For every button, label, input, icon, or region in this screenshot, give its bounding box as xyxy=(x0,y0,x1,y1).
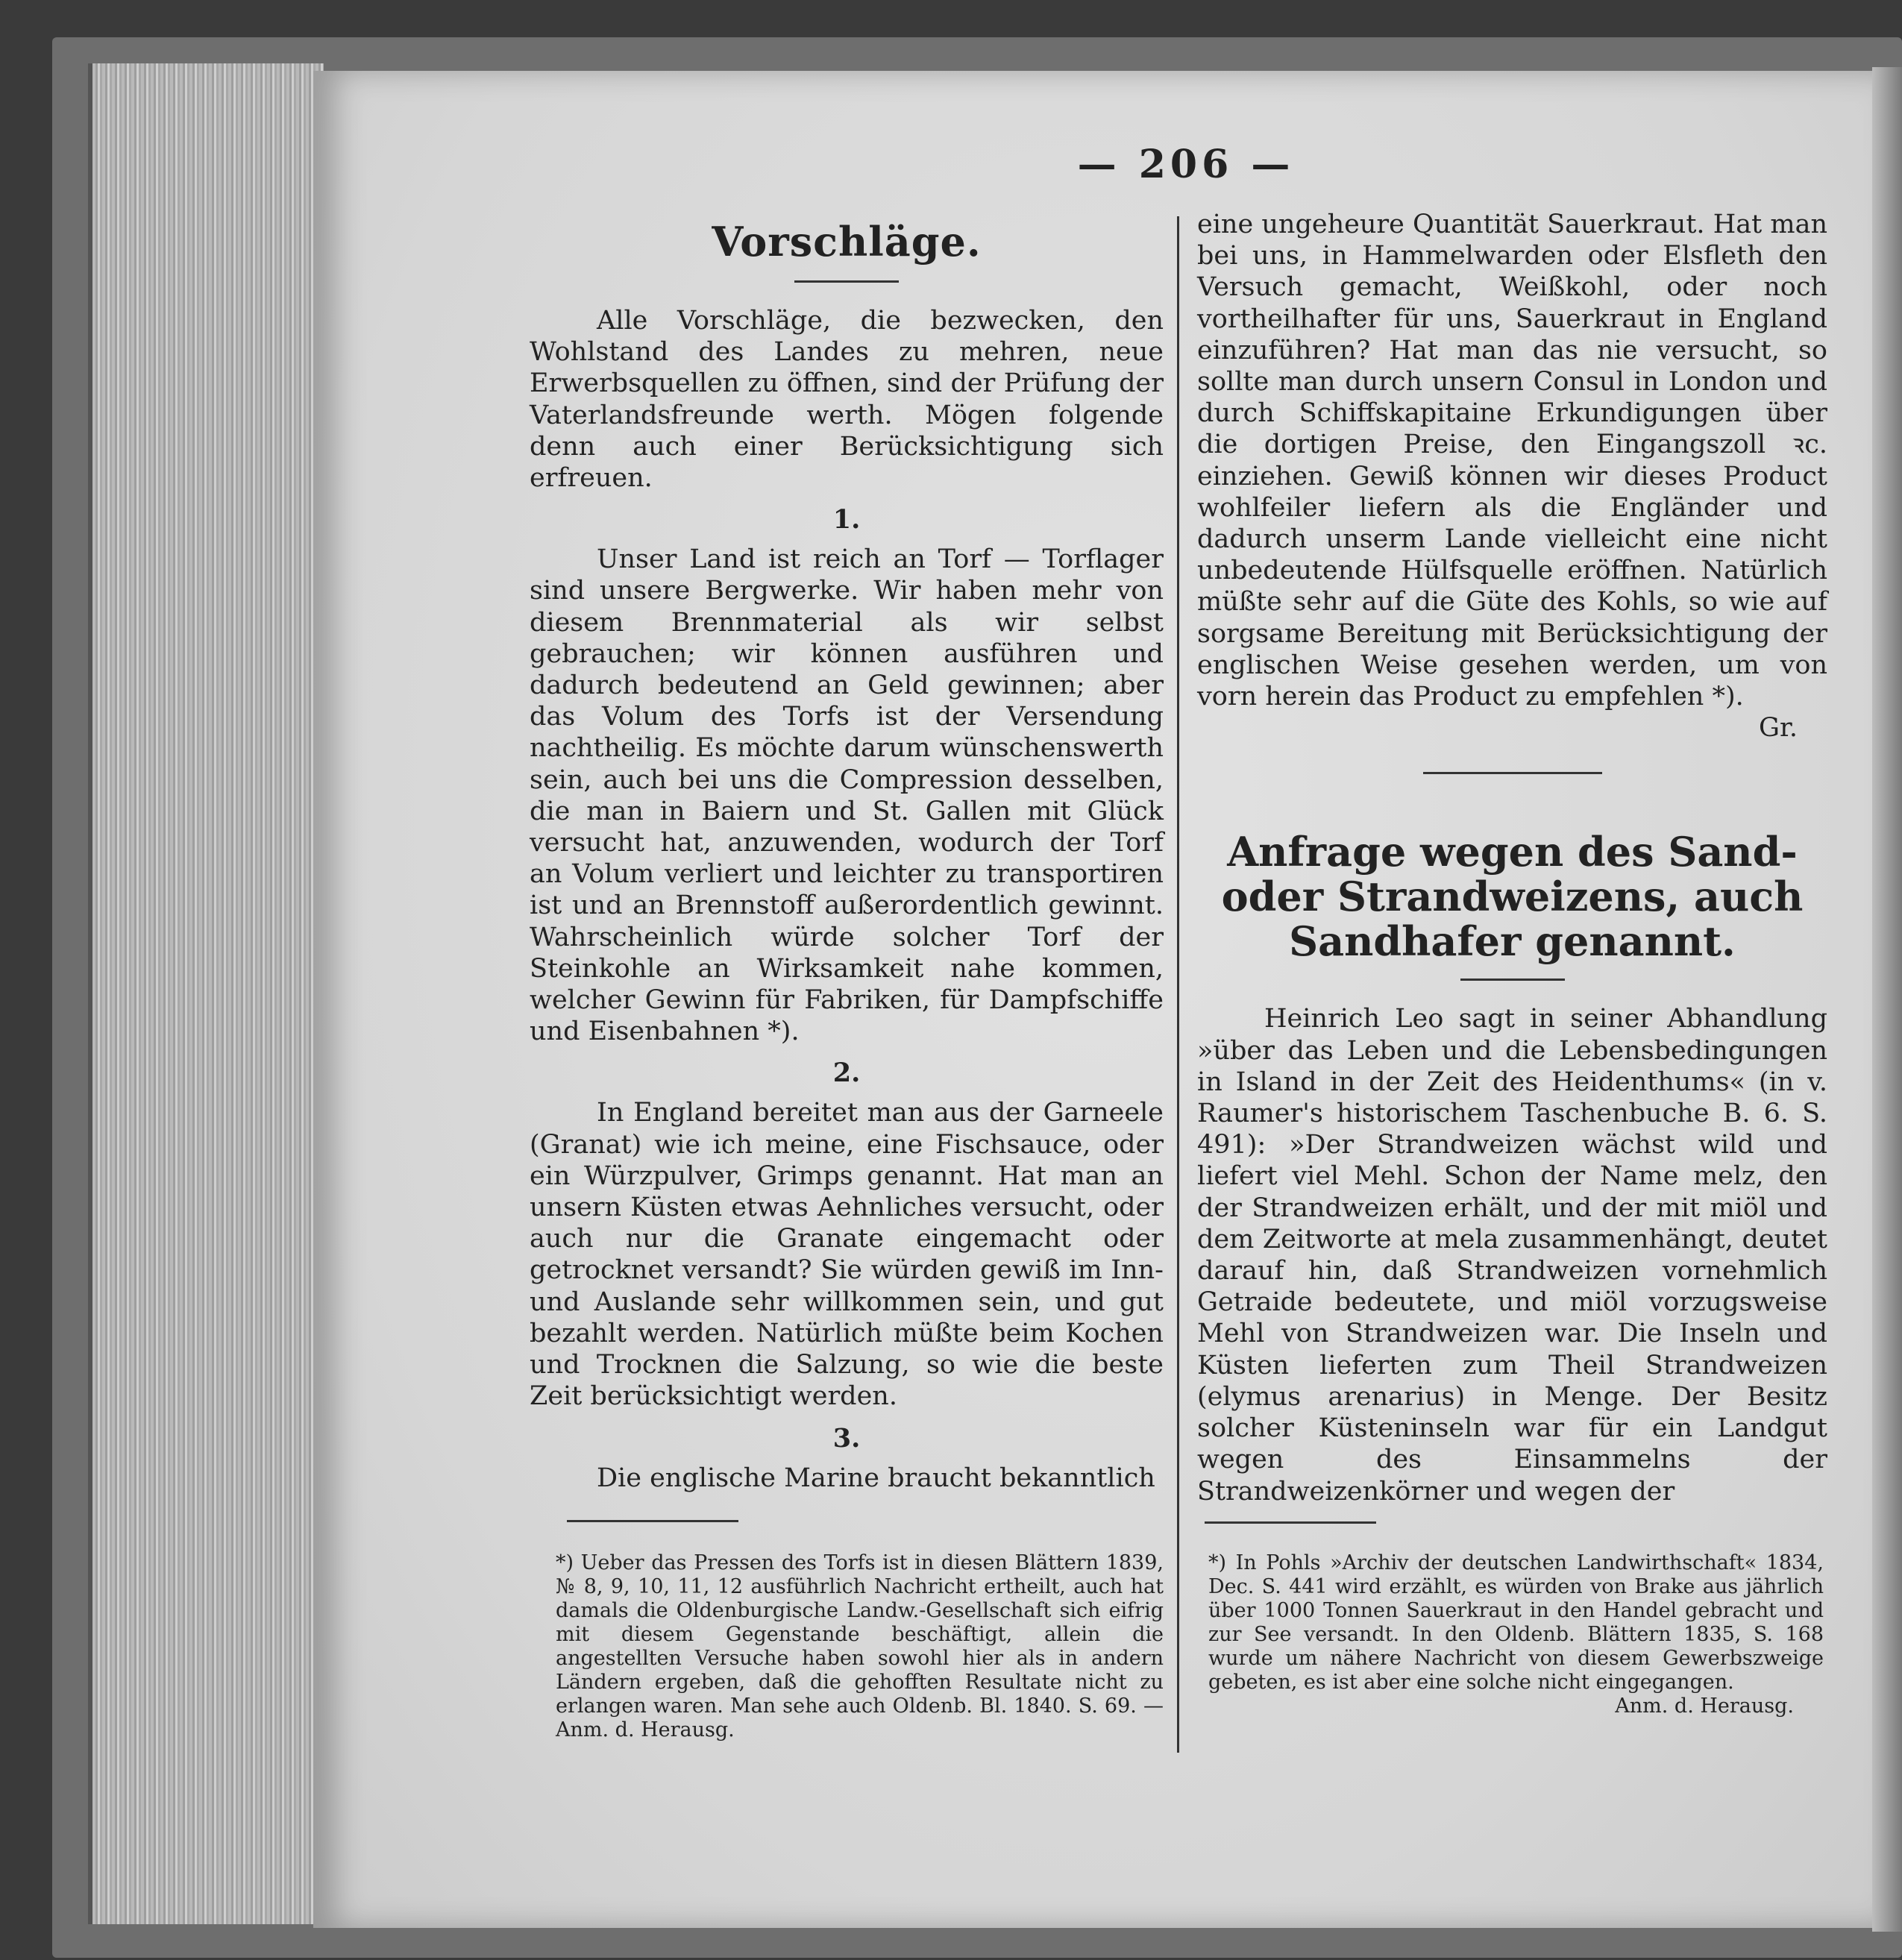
footnote-signature: Anm. d. Herausg. xyxy=(1615,1694,1794,1718)
column-divider xyxy=(1177,216,1179,1753)
intro-paragraph: Alle Vorschläge, die bezwecken, den Wohlstand des Landes zu mehren, neue Erwerbsquellen zu öffnen, sind der Prüfung der Vaterlandsfreunde werth. Mögen folgende denn auch einer Berücksichtigung sich erfreuen. xyxy=(530,306,1164,494)
left-column xyxy=(530,209,1164,1494)
continuation-paragraph: eine ungeheure Quantität Sauerkraut. Hat man bei uns, in Hammelwarden oder Elsfleth den Versuch gemacht, Weißkohl, oder noch vortheilhafter für uns, Sauerkraut in England einzuführen? Hat man das nie versucht, so sollte man durch unsern Consul in London und durch Schiffskapitaine Erkundigungen über die dortigen Preise, den Eingangszoll ꝛc. einziehen. Gewiß können wir dieses Product wohlfeiler liefern als die Engländer und dadurch unserm Lande vielleicht eine nicht unbedeutende Hülfsquelle eröffnen. Natürlich müßte sehr auf die Güte des Kohls, so wie auf sorgsame Bereitung mit Berücksichtigung der englischen Weise gesehen werden, um von vorn herein das Product zu empfehlen *). xyxy=(1197,210,1827,712)
footnote-right: *) In Pohls »Archiv der deutschen Landwirthschaft« 1834, Dec. S. 441 wird erzählt, es würden von Brake aus jährlich über 1000 Tonnen Sauerkraut in den Handel gebracht und zur See versandt. In den Oldenb. Blättern 1835, S. 168 wurde um nähere Nachricht von diesem Gewerbszweige gebeten, es ist aber eine solche nicht eingegangen. xyxy=(1208,1551,1824,1694)
book-spine xyxy=(1872,67,1902,1932)
heading-rule xyxy=(794,280,899,283)
section-number-3: 3. xyxy=(832,1422,861,1454)
right-heading: Anfrage wegen des Sand- oder Strandweizens, auch Sandhafer genannt. xyxy=(1221,828,1804,966)
footnote-rule-right xyxy=(1205,1521,1376,1524)
page-number: — 206 — xyxy=(1077,142,1295,187)
section-3-paragraph: Die englische Marine braucht bekanntlich xyxy=(597,1463,1155,1493)
section-1-paragraph: Unser Land ist reich an Torf — Torflager sind unsere Bergwerke. Wir haben mehr von diesem Brennmaterial als wir selbst gebrauchen; wir können ausführen und dadurch bedeutend an Geld gewinnen; aber das Volum des Torfs ist der Versendung nachtheilig. Es möchte darum wünschenswerth sein, auch bei uns die Compression desselben, die man in Baiern und St. Gallen mit Glück versucht hat, anzuwenden, wodurch der Torf an Volum verliert und leichter zu transportiren ist und an Brennstoff außerordentlich gewinnt. Wahrscheinlich würde solcher Torf der Steinkohle an Wirksamkeit nahe kommen, welcher Gewinn für Fabriken, für Dampfschiffe und Eisenbahnen *). xyxy=(530,544,1164,1047)
heading-rule-right xyxy=(1460,979,1565,981)
author-signature: Gr. xyxy=(1759,713,1798,744)
footnote-left: *) Ueber das Pressen des Torfs ist in diesen Blättern 1839, № 8, 9, 10, 11, 12 ausführlich Nachricht ertheilt, auch hat damals die Oldenburgische Landw.-Gesellschaft sich eifrig mit diesem Gegenstande beschäftigt, allein die angestellten Versuche haben sowohl hier als in andern Ländern ergeben, daß die gehofften Resultate nicht zu erlangen waren. Man sehe auch Oldenb. Bl. 1840. S. 69. — Anm. d. Herausg. xyxy=(556,1551,1164,1741)
section-number-2: 2. xyxy=(832,1058,861,1089)
left-heading: Vorschläge. xyxy=(712,218,982,266)
page-edges xyxy=(88,63,324,1924)
section-2-paragraph: In England bereitet man aus der Garneele (Granat) wie ich meine, eine Fischsauce, oder ein Würzpulver, Grimps genannt. Hat man an unsern Küsten etwas Aehnliches versucht, oder auch nur die Granate eingemacht oder getrocknet versandt? Sie würden gewiß im Inn- und Auslande sehr willkommen sein, und gut bezahlt werden. Natürlich müßte beim Kochen und Trocknen die Salzung, so wie die beste Zeit berücksichtigt werden. xyxy=(530,1098,1164,1412)
footnote-rule-left xyxy=(567,1520,738,1522)
section-number-1: 1. xyxy=(832,504,861,535)
right-column xyxy=(1197,209,1827,1507)
article-paragraph: Heinrich Leo sagt in seiner Abhandlung »über das Leben und die Lebensbedingungen in Island in der Zeit des Heidenthums« (in v. Raumer's historischem Taschenbuche B. 6. S. 491): »Der Strandweizen wächst wild und liefert viel Mehl. Schon der Name melz, den der Strandweizen erhält, und der mit miöl und dem Zeitworte at mela zusammenhängt, deutet darauf hin, daß Strandweizen vornehmlich Getraide bedeutete, und miöl vorzugsweise Mehl von Strandweizen war. Die Inseln und Küsten lieferten zum Theil Strandweizen (elymus arenarius) in Menge. Der Besitz solcher Küsteninseln war für ein Landgut wegen des Einsammelns der Strandweizenkörner und wegen der xyxy=(1197,1004,1827,1507)
footnote-right-block xyxy=(1208,1551,1824,1718)
article-separator xyxy=(1423,772,1602,774)
